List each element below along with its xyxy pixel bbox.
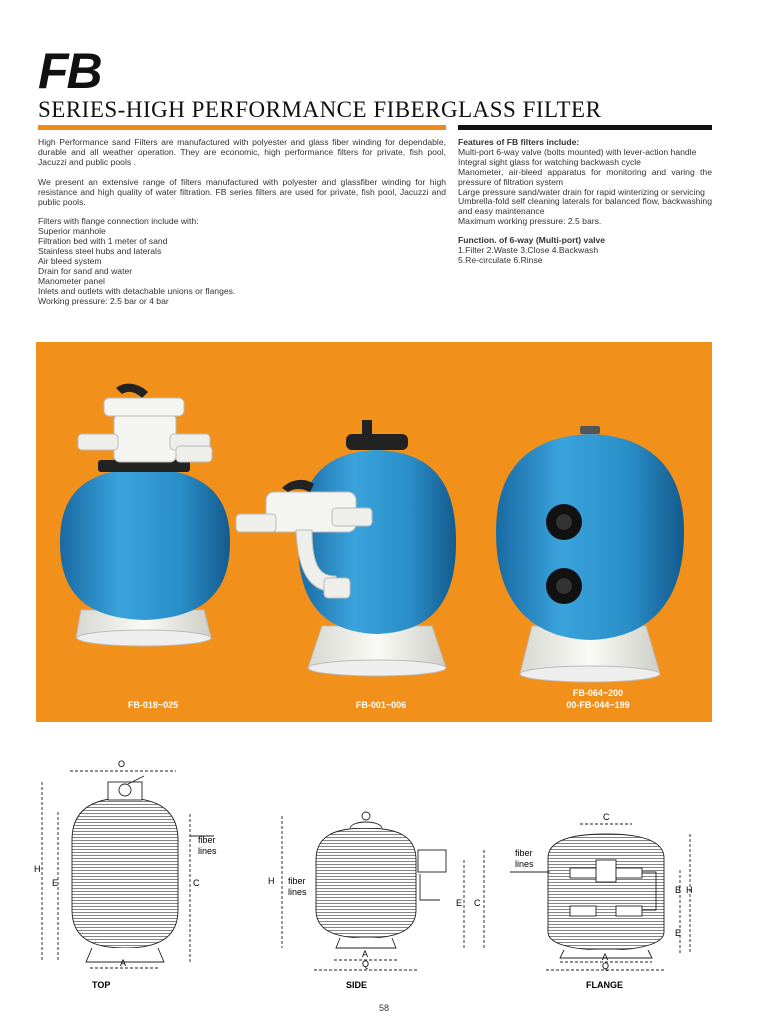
list-item: Air bleed system — [38, 256, 102, 267]
dim-q-label: Q — [362, 959, 370, 969]
caption-flange-1: FB-064~200 — [572, 688, 624, 698]
dim-c-label: C — [193, 878, 200, 888]
features-column — [458, 138, 712, 266]
list-item: Umbrella-fold self cleaning laterals for balanced flow, backwashing and easy maintenance — [458, 196, 712, 217]
intro-paragraph-2: We present an extensive range of filters manufactured with polyester and glassfiber winding for high resistance and high quality of water filtration. FB series filters are used for private, fish pool, Jacuzzi and public pools. — [38, 176, 446, 207]
list-item: Maximum working pressure: 2.5 bars. — [458, 216, 602, 227]
fiber-label-1: fiber — [515, 848, 533, 858]
diagram-top — [42, 771, 214, 968]
list-item: 1.Filter 2.Waste 3.Close 4.Backwash — [458, 245, 599, 256]
diagram-title-flange: FLANGE — [586, 980, 623, 990]
dim-a-label: A — [120, 958, 127, 968]
list-item: 5.Re-circulate 6.Rinse — [458, 254, 543, 265]
dim-c-label: C — [474, 898, 481, 908]
caption-top-mount: FB-018~025 — [127, 700, 179, 710]
dim-e-label: E — [52, 878, 59, 888]
function-heading: Function. of 6-way (Multi-port) valve — [458, 235, 606, 246]
fiber-label-1: fiber — [198, 835, 216, 845]
dim-e-label: E — [456, 898, 463, 908]
intro-column — [38, 138, 446, 307]
filter-side-mount — [236, 420, 456, 676]
list-item: Large pressure sand/water drain for rapid winterizing or servicing — [458, 186, 705, 197]
list-item: Drain for sand and water — [38, 265, 133, 276]
fiber-label-1: fiber — [288, 876, 306, 886]
list-item: Inlets and outlets with detachable unions or flanges. — [38, 285, 236, 296]
flange-list — [38, 217, 446, 306]
page-number: 58 — [378, 1003, 389, 1013]
list-item: Manometer panel — [38, 275, 105, 286]
dimension-diagrams — [0, 740, 768, 1010]
dim-h-label: H — [686, 885, 693, 895]
orange-rule — [38, 125, 446, 130]
list-item: Working pressure: 2.5 bar or 4 bar — [38, 295, 169, 306]
diagram-side — [282, 812, 484, 970]
product-photo — [36, 342, 712, 722]
fiber-label-2: lines — [288, 887, 307, 897]
list-item: Manometer, air-bleed apparatus for monitoring and varing the pressure of filtration system — [458, 166, 712, 187]
diagram-flange — [510, 824, 690, 970]
diagram-title-side: SIDE — [346, 980, 368, 990]
dim-q-label: Q — [602, 961, 610, 971]
brand-title: FB — [38, 43, 101, 99]
dim-e-label: E — [675, 928, 682, 938]
intro-paragraph-1: High Performance sand Filters are manufactured with polyester and glass fiber winding for dependable, durable and all weather operation. They are economic, high performance filters for private, fish pool, Jacuzzi and public pools . — [38, 137, 446, 167]
flange-list-heading: Filters with flange connection include with: — [38, 216, 199, 227]
dim-c-label: C — [603, 812, 610, 822]
caption-flange-2: 00-FB-044~199 — [566, 700, 630, 710]
dim-a-label: A — [602, 952, 609, 962]
dim-h-label: H — [34, 864, 41, 874]
list-item: Multi-port 6-way valve (bolts mounted) with lever-action handle — [458, 146, 697, 157]
list-item: Superior manhole — [38, 226, 106, 237]
filter-flange — [496, 426, 684, 682]
filter-top-mount — [60, 384, 230, 646]
page-subtitle: SERIES-HIGH PERFORMANCE FIBERGLASS FILTER — [38, 97, 602, 122]
list-item: Filtration bed with 1 meter of sand — [38, 236, 168, 247]
dim-h-label: H — [268, 876, 275, 886]
dim-a-label: A — [362, 949, 369, 959]
list-item: Stainless steel hubs and laterals — [38, 246, 162, 257]
product-photo-panel — [36, 342, 712, 722]
black-rule — [458, 125, 712, 130]
dim-b-label: B — [675, 885, 682, 895]
caption-side-mount: FB-001~006 — [355, 700, 407, 710]
diagram-title-top: TOP — [92, 980, 111, 990]
list-item: Integral sight glass for watching backwash cycle — [458, 156, 641, 167]
fiber-label-2: lines — [198, 846, 217, 856]
features-heading: Features of FB filters include: — [458, 137, 580, 147]
fiber-label-2: lines — [515, 859, 534, 869]
dim-o-label: O — [118, 759, 126, 769]
